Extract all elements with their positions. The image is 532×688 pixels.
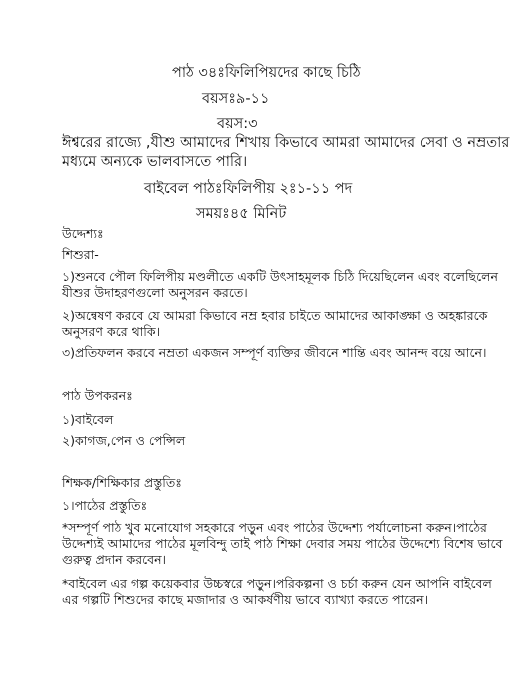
material-item: ১)বাইবেল — [62, 412, 114, 427]
objectives-subheading: শিশুরা- — [62, 247, 99, 262]
preparation-subheading: ১।পাঠের প্রস্তুতিঃ — [62, 498, 148, 513]
objectives-heading: উদ্দেশ্যঃ — [62, 226, 104, 241]
objective-3-line-1: ৩)প্রতিফলন করবে নম্রতা একজন সম্পূর্ণ ব্যক্তির জীবনে শান্তি এবং আনন্দ বয়ে আনে। — [62, 345, 487, 360]
materials-heading: পাঠ উপকরনঃ — [62, 388, 133, 403]
objective-1-line-1: ১)শুনবে পৌল ফিলিপীয় মণ্ডলীতে একটি উৎসাহমূলক চিঠি দিয়েছিলেন এবং বলেছিলেন — [62, 269, 498, 284]
duration: সময়ঃ৪৫ মিনিট — [196, 206, 287, 222]
lesson-title: পাঠ ৩৪ঃফিলিপিয়দের কাছে চিঠি — [172, 65, 361, 81]
preparation-heading: শিক্ষক/শিক্ষিকার প্রস্তুতিঃ — [62, 475, 182, 490]
theme-line-2: মধ্যমে অন্যকে ভালবাসতে পারি। — [62, 154, 248, 170]
objective-2-line-1: ২)অন্বেষণ করবে যে আমরা কিভাবে নম্র হবার চাইতে আমাদের আকাঙ্ক্ষা ও অহঙ্কারকে — [62, 308, 488, 323]
preparation-para-1-line-3: গুরুত্ব প্রদান করবেন। — [62, 552, 167, 567]
bible-reading: বাইবেল পাঠঃফিলিপীয় ২ঃ১-১১ পদ — [144, 181, 353, 197]
preparation-para-2-line-2: এর গল্পটি শিশুদের কাছে মজাদার ও আকর্ষণীয় ভাবে ব্যাখ্যা করতে পারেন। — [62, 592, 429, 607]
age-range: বয়সঃ৯-১১ — [202, 91, 270, 107]
preparation-para-1-line-1: *সম্পূর্ণ পাঠ খুব মনোযোগ সহকারে পড়ুন এবং পাঠের উদ্দেশ্য পর্যালোচনা করুন।পাঠের — [62, 520, 487, 535]
age-alt: বয়স:৩ — [217, 116, 258, 132]
preparation-para-2-line-1: *বাইবেল এর গল্প কয়েকবার উচ্চস্বরে পড়ুন।পরিকল্পনা ও চর্চা করুন যেন আপনি বাইবেল — [62, 576, 492, 591]
objective-1-line-2: যীশুর উদাহরণগুলো অনুসরন করতে। — [62, 285, 248, 300]
theme-line-1: ঈশ্বরের রাজ্যে ,যীশু আমাদের শিখায় কিভাবে আমরা আমাদের সেবা ও নম্রতার — [62, 135, 510, 151]
preparation-para-1-line-2: উদ্দেশ্যই আমাদের পাঠের মূলবিন্দু তাই পাঠ শিক্ষা দেবার সময় পাঠের উদ্দেশ্যে বিশেষ ভাবে — [62, 536, 503, 551]
material-item: ২)কাগজ,পেন ও পেন্সিল — [62, 433, 186, 448]
objective-2-line-2: অনুসরণ করে থাকি। — [62, 324, 161, 339]
